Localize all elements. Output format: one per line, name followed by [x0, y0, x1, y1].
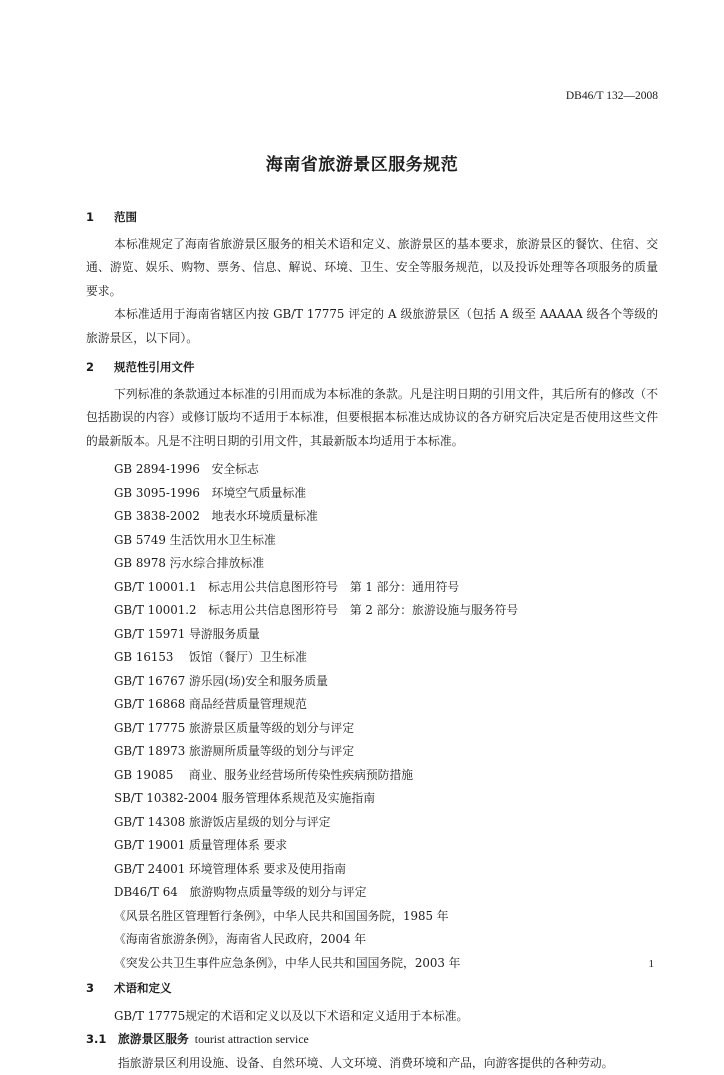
- section-number: 2: [86, 356, 114, 380]
- section-number: 1: [86, 206, 114, 230]
- section-number: 3: [86, 977, 114, 1001]
- paragraph: 本标准适用于海南省辖区内按 GB/T 17775 评定的 A 级旅游景区（包括 A 级至 AAAAA 级各个等级的旅游景区，以下同）。: [86, 303, 658, 350]
- reference-item: GB 8978 污水综合排放标准: [114, 552, 658, 576]
- reference-item: GB/T 16868 商品经营质量管理规范: [114, 693, 658, 717]
- term-chinese: 旅游景区服务: [118, 1032, 189, 1046]
- reference-item: GB 2894-1996 安全标志: [114, 458, 658, 482]
- term-number: 3.1: [86, 1028, 118, 1052]
- term-english: tourist attraction service: [195, 1032, 309, 1046]
- reference-item: 《风景名胜区管理暂行条例》，中华人民共和国国务院，1985 年: [114, 905, 658, 929]
- reference-item: GB 19085 商业、服务业经营场所传染性疾病预防措施: [114, 764, 658, 788]
- term-entry: [86, 1028, 658, 1052]
- reference-item: 《突发公共卫生事件应急条例》，中华人民共和国国务院，2003 年: [114, 952, 658, 976]
- section-title: 规范性引用文件: [114, 360, 195, 374]
- reference-item: GB/T 16767 游乐园(场)安全和服务质量: [114, 670, 658, 694]
- reference-item: SB/T 10382-2004 服务管理体系规范及实施指南: [114, 787, 658, 811]
- reference-item: DB46/T 64 旅游购物点质量等级的划分与评定: [114, 881, 658, 905]
- document-body: [86, 206, 658, 1075]
- paragraph: GB/T 17775规定的术语和定义以及以下术语和定义适用于本标准。: [86, 1005, 658, 1029]
- term-definition: 指旅游景区利用设施、设备、自然环境、人文环境、消费环境和产品，向游客提供的各种劳动。: [86, 1052, 658, 1075]
- paragraph: 本标准规定了海南省旅游景区服务的相关术语和定义、旅游景区的基本要求，旅游景区的餐饮、住宿、交通、游览、娱乐、购物、票务、信息、解说、环境、卫生、安全等服务规范，以及投诉处理等各项服务的质量要求。: [86, 233, 658, 304]
- section-heading-terms-definitions: [86, 977, 658, 1001]
- reference-item: GB/T 19001 质量管理体系 要求: [114, 834, 658, 858]
- reference-item: GB/T 15971 导游服务质量: [114, 623, 658, 647]
- reference-item: GB/T 10001.1 标志用公共信息图形符号 第 1 部分：通用符号: [114, 576, 658, 600]
- page-number: 1: [649, 958, 655, 970]
- section-heading-normative-references: [86, 356, 658, 380]
- section-title: 范围: [114, 210, 137, 224]
- document-title: 海南省旅游景区服务规范: [0, 150, 724, 175]
- reference-item: GB/T 18973 旅游厕所质量等级的划分与评定: [114, 740, 658, 764]
- reference-item: GB 5749 生活饮用水卫生标准: [114, 529, 658, 553]
- reference-item: GB 3095-1996 环境空气质量标准: [114, 482, 658, 506]
- reference-item: GB 16153 饭馆（餐厅）卫生标准: [114, 646, 658, 670]
- section-title: 术语和定义: [114, 981, 172, 995]
- reference-item: GB/T 17775 旅游景区质量等级的划分与评定: [114, 717, 658, 741]
- reference-item: GB 3838-2002 地表水环境质量标准: [114, 505, 658, 529]
- section-heading-scope: [86, 206, 658, 230]
- paragraph: 下列标准的条款通过本标准的引用而成为本标准的条款。凡是注明日期的引用文件，其后所有的修改（不包括勘误的内容）或修订版均不适用于本标准，但要根据本标准达成协议的各方研究后决定是否使用这些文件的最新版本。凡是不注明日期的引用文件，其最新版本均适用于本标准。: [86, 383, 658, 454]
- standard-code: DB46/T 132—2008: [566, 90, 658, 102]
- reference-item: GB/T 10001.2 标志用公共信息图形符号 第 2 部分：旅游设施与服务符号: [114, 599, 658, 623]
- reference-item: GB/T 14308 旅游饭店星级的划分与评定: [114, 811, 658, 835]
- reference-item: GB/T 24001 环境管理体系 要求及使用指南: [114, 858, 658, 882]
- reference-list: [86, 458, 658, 975]
- reference-item: 《海南省旅游条例》，海南省人民政府，2004 年: [114, 928, 658, 952]
